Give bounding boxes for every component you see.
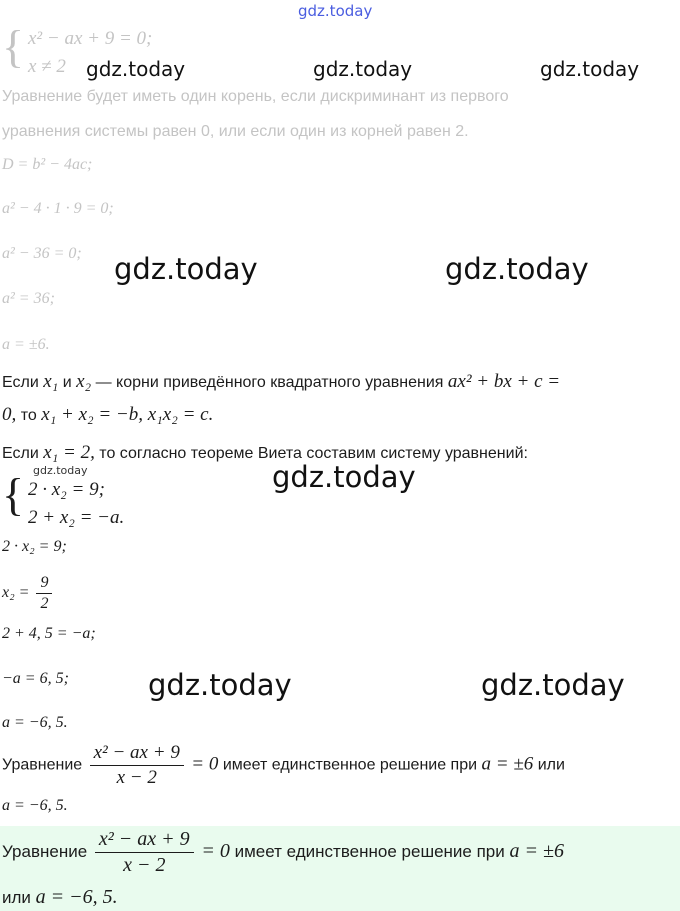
conclusion-line-1 [2, 742, 565, 789]
watermark: gdz.today [148, 668, 292, 702]
answer-line-2 [2, 886, 118, 909]
condition-line-1: Уравнение будет иметь один корень, если дискриминант из первого [2, 88, 509, 105]
text-equation: Уравнение [2, 841, 88, 861]
text-system-intro: то согласно теореме Виета составим систему уравнений: [99, 445, 528, 462]
watermark: gdz.today [481, 668, 625, 702]
watermark: gdz.today [86, 57, 186, 81]
vieta-line-2 [2, 404, 213, 426]
system-2-eq2: 2 + x₂ = −a. [28, 507, 125, 528]
text-or: или [2, 888, 31, 907]
math-eq-zero: = 0 [191, 753, 219, 775]
math-eq-zero: = 0 [201, 839, 230, 862]
fraction-expression [90, 742, 184, 789]
vieta-line-3 [2, 442, 528, 464]
step-3: 2 + 4, 5 = −a; [2, 625, 96, 642]
watermark-top: gdz.today [298, 2, 373, 20]
system-brace: { [2, 469, 25, 520]
disc-step-3: a² − 36 = 0; [2, 245, 82, 262]
disc-step-1: D = b² − 4ac; [2, 156, 93, 173]
watermark: gdz.today [313, 57, 413, 81]
answer-box [0, 826, 680, 911]
fraction-denominator: x − 2 [123, 854, 166, 876]
text-and: и [62, 374, 72, 391]
text-unique-solution: имеет единственное решение при [222, 756, 478, 774]
math-vieta: x₁ + x₂ = −b, x₁x₂ = c. [41, 404, 214, 425]
disc-step-2: a² − 4 · 1 · 9 = 0; [2, 200, 114, 217]
text-roots: — корни приведённого квадратного уравнения [95, 374, 444, 391]
math-x1-eq-2: x₁ = 2, [43, 442, 95, 463]
disc-step-4: a² = 36; [2, 290, 55, 307]
math-a-pm6: a = ±6 [481, 753, 534, 775]
text-or: или [537, 756, 565, 774]
disc-step-5: a = ±6. [2, 336, 50, 353]
fraction-numerator: x² − ax + 9 [90, 742, 184, 766]
fraction-denominator: x − 2 [116, 767, 157, 788]
conclusion-line-2: a = −6, 5. [2, 797, 68, 814]
watermark: gdz.today [33, 464, 88, 477]
math-x2: x₂ [76, 371, 92, 392]
watermark: gdz.today [114, 252, 258, 286]
watermark: gdz.today [272, 460, 416, 494]
text-if: Если [2, 374, 39, 391]
watermark: gdz.today [445, 252, 589, 286]
system-1-eq2: x ≠ 2 [28, 56, 66, 77]
text-unique-solution: имеет единственное решение при [234, 841, 505, 861]
text-equation: Уравнение [2, 756, 83, 774]
text-if: Если [2, 445, 39, 462]
text-then: то [20, 407, 37, 424]
math-a-val2: a = −6, 5. [35, 886, 118, 908]
condition-line-2: уравнения системы равен 0, или если один из корней равен 2. [2, 123, 469, 140]
answer-line-1 [2, 828, 564, 877]
system-brace: { [2, 21, 25, 72]
fraction-numerator: 9 [36, 574, 52, 594]
math-a-pm6: a = ±6 [509, 839, 564, 862]
step-5: a = −6, 5. [2, 714, 68, 731]
vieta-line-1 [2, 371, 560, 393]
system-2-eq1: 2 · x₂ = 9; [28, 479, 105, 500]
step-2-lhs: x₂ = [2, 584, 30, 602]
fraction-9-2 [36, 574, 52, 613]
step-2 [2, 574, 55, 613]
fraction-denominator: 2 [40, 595, 49, 612]
math-poly: ax² + bx + c = [447, 371, 561, 392]
fraction-numerator: x² − ax + 9 [95, 828, 194, 853]
system-1-eq1: x² − ax + 9 = 0; [28, 28, 153, 49]
step-1: 2 · x₂ = 9; [2, 538, 67, 555]
math-x1: x₁ [43, 371, 59, 392]
step-4: −a = 6, 5; [2, 670, 69, 687]
math-zero: 0, [2, 404, 17, 425]
watermark: gdz.today [540, 57, 640, 81]
fraction-expression [95, 828, 194, 877]
